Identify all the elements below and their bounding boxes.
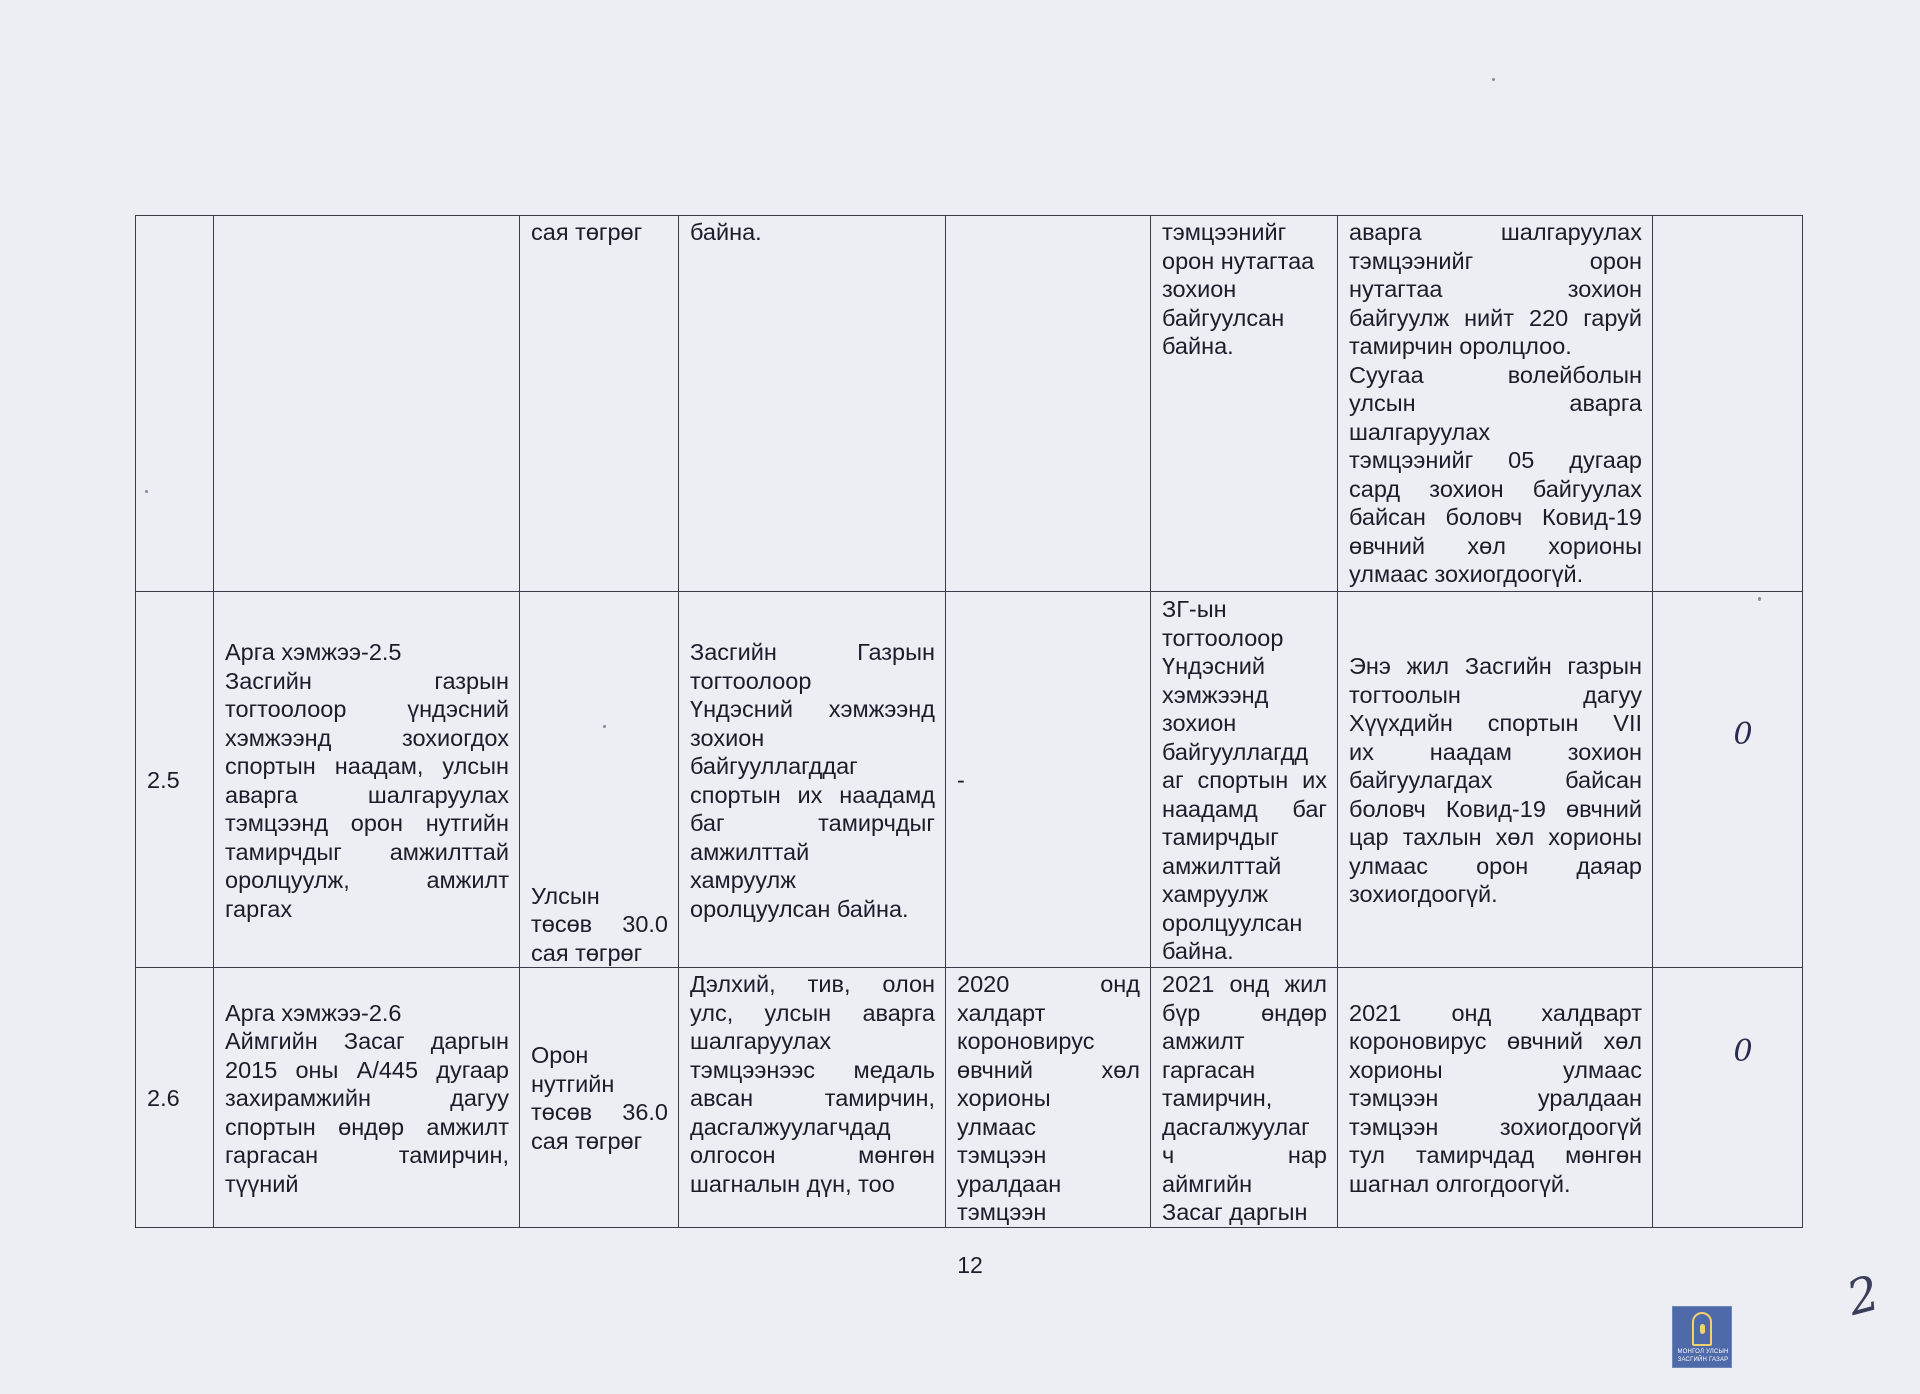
cell-line: улмаас зохиогдоогүй. <box>1349 561 1584 587</box>
cell-line: улсын аварга <box>1349 390 1642 416</box>
cell-line: олгосон мөнгөн <box>690 1142 935 1168</box>
cell-target <box>1151 592 1338 968</box>
cell-line: тамирчдыг <box>1162 824 1279 851</box>
cell-line: спортын наадам, улсын <box>225 753 509 779</box>
cell-line: тэмцээн уралдаан <box>1349 1085 1642 1111</box>
cell-line: Үндэсний хэмжээнд <box>690 696 935 722</box>
cell-line: халдарт <box>957 999 1046 1026</box>
scan-speck <box>1758 597 1761 601</box>
report-table <box>135 215 1803 1228</box>
table-row <box>136 968 1803 1228</box>
cell-line: улс, улсын аварга <box>690 999 935 1026</box>
handwritten-page-mark: 2 <box>1841 1265 1886 1327</box>
cell-result <box>1338 968 1653 1228</box>
cell-line: байгууллагдд <box>1162 738 1309 765</box>
cell-line: хэмжээнд <box>1162 681 1269 708</box>
cell-number <box>136 968 214 1228</box>
soyombo-emblem-icon <box>1692 1312 1712 1346</box>
cell-line: сард зохион байгуулах <box>1349 475 1642 502</box>
cell-budget <box>520 592 679 968</box>
cell-line: оролцуулсан байна. <box>690 895 909 922</box>
cell-line: тамирчин, <box>1162 1085 1273 1111</box>
cell-line: аварга шалгаруулах <box>225 781 509 808</box>
cell-criteria <box>679 968 946 1228</box>
cell-budget <box>520 968 679 1228</box>
cell-line: тэмцээнийг 05 дугаар <box>1349 447 1642 473</box>
cell-line: зохиогдоогүй. <box>1349 881 1498 908</box>
cell-line: цар тахлын хөл хорионы <box>1349 824 1642 851</box>
cell-line: түүний <box>225 1170 299 1197</box>
cell-line: Аймгийн Засаг даргын <box>225 1028 509 1054</box>
cell-budget <box>520 216 679 592</box>
cell-line: ч нар <box>1162 1142 1327 1168</box>
cell-line: наадамд баг <box>1162 795 1327 822</box>
cell-line: байгуулагдах байсан <box>1349 767 1642 794</box>
cell-line: тэмцээн зохиогдоогүй <box>1349 1113 1642 1140</box>
cell-measure <box>214 968 520 1228</box>
cell-number <box>136 592 214 968</box>
cell-line: байна. <box>690 219 762 245</box>
cell-line: сая төгрөг <box>531 939 643 966</box>
cell-score <box>1653 968 1803 1228</box>
cell-baseline <box>946 592 1151 968</box>
cell-line: зохион <box>1162 710 1237 737</box>
cell-line: сая төгрөг <box>531 1127 643 1154</box>
cell-criteria <box>679 592 946 968</box>
cell-line: Засгийн Газрын <box>690 639 935 665</box>
cell-measure <box>214 216 520 592</box>
cell-line: хорионы <box>957 1085 1051 1111</box>
cell-line: хамруулж <box>1162 881 1268 908</box>
cell-line: амжилттай <box>690 838 810 865</box>
cell-line: улмаас <box>957 1113 1036 1140</box>
cell-line: оролцуулсан <box>1162 909 1303 936</box>
cell-score <box>1653 592 1803 968</box>
cell-line: короновирус өвчний хөл <box>1349 1028 1642 1054</box>
cell-line: тэмцээн <box>957 1142 1047 1168</box>
cell-line: төсөв 30.0 <box>531 911 668 937</box>
cell-line: тогтоолоор үндэсний <box>225 696 509 722</box>
cell-criteria <box>679 216 946 592</box>
emblem-text-line2: ЗАСГИЙН ГАЗАР <box>1677 1357 1729 1363</box>
cell-line: зохион <box>690 724 765 751</box>
cell-line: 2015 оны А/445 дугаар <box>225 1056 509 1083</box>
cell-line: Засаг даргын <box>1162 1199 1308 1225</box>
cell-line: дасгалжуулагчдад <box>690 1113 891 1140</box>
cell-line: тэмцээн <box>957 1199 1047 1225</box>
cell-line: их наадам зохион <box>1349 738 1642 765</box>
cell-line: Орон <box>531 1042 589 1069</box>
scan-speck <box>145 490 148 493</box>
table-row <box>136 592 1803 968</box>
cell-line: тэмцээнд орон нутгийн <box>225 810 509 836</box>
cell-line: 2021 онд жил <box>1162 971 1327 997</box>
cell-line: орон нутагтаа <box>1162 247 1315 274</box>
cell-line: 2021 онд халдварт <box>1349 999 1642 1026</box>
emblem-text-line1: МОНГОЛ УЛСЫН <box>1677 1349 1729 1355</box>
scan-speck <box>603 725 606 728</box>
cell-line: баг тамирчдыг <box>690 810 935 836</box>
page-number: 12 <box>957 1252 983 1278</box>
cell-line: нутгийн <box>531 1070 615 1097</box>
cell-line: аймгийн <box>1162 1170 1253 1197</box>
cell-line: өвчний хөл хорионы <box>1349 532 1642 559</box>
cell-line: захирамжийн дагуу <box>225 1085 509 1111</box>
cell-line: тэмцээнийг орон <box>1349 247 1642 274</box>
cell-line: өвчний хөл <box>957 1056 1140 1083</box>
cell-line: байсан боловч Ковид-19 <box>1349 504 1642 530</box>
cell-line: ЗГ-ын <box>1162 596 1227 623</box>
scan-speck <box>1492 78 1495 81</box>
cell-result <box>1338 216 1653 592</box>
cell-line: Энэ жил Засгийн газрын <box>1349 653 1642 680</box>
cell-line: - <box>957 767 965 794</box>
cell-line: тэмцээнээс медаль <box>690 1056 935 1083</box>
cell-line: Арга хэмжээ-2.5 <box>225 639 402 665</box>
cell-line: аварга шалгаруулах <box>1349 219 1642 245</box>
cell-line: авсан тамирчин, <box>690 1085 935 1111</box>
cell-target <box>1151 968 1338 1228</box>
cell-line: короновирус <box>957 1028 1095 1054</box>
cell-line: Дэлхий, тив, олон <box>690 971 935 997</box>
cell-line: шалгаруулах <box>690 1028 832 1054</box>
cell-line: гаргасан тамирчин, <box>225 1142 509 1168</box>
cell-line: Улсын <box>531 882 600 909</box>
government-emblem-logo <box>1672 1306 1732 1368</box>
cell-line: оролцуулж, амжилт <box>225 867 509 893</box>
cell-line: тул тамирчдад мөнгөн <box>1349 1142 1642 1168</box>
handwritten-score: 0 <box>1733 716 1753 752</box>
cell-line: спортын их наадамд <box>690 781 935 808</box>
cell-line: амжилттай <box>1162 852 1282 879</box>
cell-line: хамруулж <box>690 867 796 893</box>
cell-line: улмаас орон даяар <box>1349 852 1642 879</box>
cell-line: уралдаан <box>957 1170 1062 1197</box>
cell-line: төсөв 36.0 <box>531 1099 668 1126</box>
cell-line: байгуулж нийт 220 гаруй <box>1349 304 1642 331</box>
cell-baseline <box>946 216 1151 592</box>
cell-line: Арга хэмжээ-2.6 <box>225 999 402 1026</box>
row-number: 2.5 <box>147 767 180 794</box>
cell-line: спортын өндөр амжилт <box>225 1113 509 1140</box>
cell-number <box>136 216 214 592</box>
cell-target <box>1151 216 1338 592</box>
cell-line: тогтоолын дагуу <box>1349 681 1642 708</box>
cell-line: амжилт <box>1162 1028 1245 1054</box>
cell-line: сая төгрөг <box>531 219 643 245</box>
cell-line: хэмжээнд зохиогдох <box>225 724 509 751</box>
cell-measure <box>214 592 520 968</box>
cell-line: байгуулсан <box>1162 304 1285 331</box>
cell-line: Үндэсний <box>1162 653 1265 680</box>
cell-line: Суугаа волейболын <box>1349 361 1642 388</box>
cell-line: тамирчин оролцлоо. <box>1349 333 1572 359</box>
handwritten-score: 0 <box>1733 1034 1753 1070</box>
cell-line: гаргасан <box>1162 1056 1256 1083</box>
cell-line: шалгаруулах <box>1349 418 1491 445</box>
cell-line: байгууллагддаг <box>690 753 858 779</box>
cell-result <box>1338 592 1653 968</box>
cell-line: бүр өндөр <box>1162 999 1327 1026</box>
cell-line: байна. <box>1162 938 1234 965</box>
cell-score <box>1653 216 1803 592</box>
cell-line: тогтоолоор <box>690 667 812 694</box>
cell-line: хорионы улмаас <box>1349 1056 1642 1083</box>
cell-line: тогтоолоор <box>1162 624 1284 651</box>
table-row <box>136 216 1803 592</box>
row-number: 2.6 <box>147 1085 180 1111</box>
cell-line: Хүүхдийн спортын VII <box>1349 710 1642 737</box>
cell-line: шагнал олгогдоогүй. <box>1349 1170 1571 1197</box>
cell-line: зохион <box>1162 276 1237 302</box>
cell-line: байна. <box>1162 333 1234 359</box>
cell-baseline <box>946 968 1151 1228</box>
cell-line: тэмцээнийг <box>1162 219 1287 245</box>
cell-line: тамирчдыг амжилттай <box>225 838 509 865</box>
cell-line: боловч Ковид-19 өвчний <box>1349 795 1642 822</box>
cell-line: Засгийн газрын <box>225 667 509 694</box>
cell-line: гаргах <box>225 895 293 922</box>
cell-line: нутагтаа зохион <box>1349 276 1642 302</box>
cell-line: 2020 онд <box>957 971 1140 997</box>
cell-line: дасгалжуулаг <box>1162 1113 1310 1140</box>
cell-line: аг спортын их <box>1162 767 1327 794</box>
cell-line: шагналын дүн, тоо <box>690 1170 895 1197</box>
